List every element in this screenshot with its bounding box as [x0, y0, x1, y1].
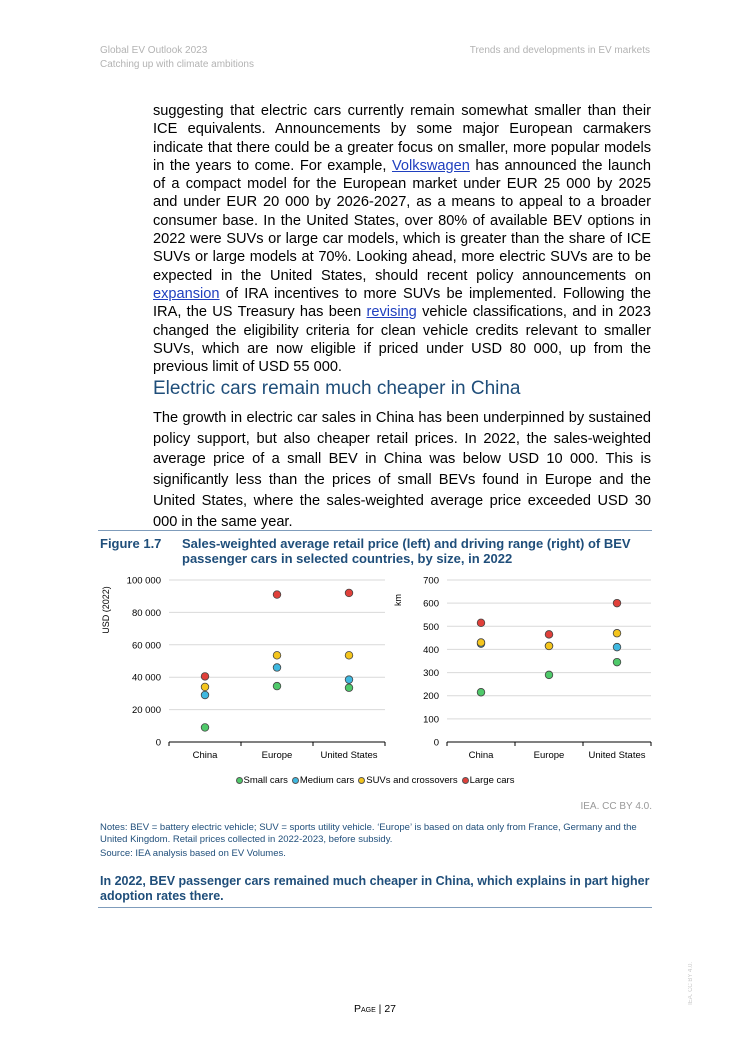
x-tick-label: United States [320, 750, 378, 761]
y-tick-label: 0 [155, 737, 161, 749]
section-heading: Electric cars remain much cheaper in China [153, 378, 521, 399]
y-tick-label: 20 000 [131, 705, 161, 717]
y-tick-label: 300 [423, 668, 439, 680]
legend-marker [292, 777, 299, 784]
data-point-suvs-and-crossovers [613, 629, 621, 637]
data-point-small-cars [477, 688, 485, 696]
link-revising[interactable]: revising [366, 304, 417, 321]
header-chapter: Trends and developments in EV markets [469, 45, 650, 56]
y-tick-label: 0 [433, 737, 439, 749]
report-title: Global EV Outlook 2023 [100, 45, 208, 56]
data-point-large-cars [613, 599, 621, 607]
legend-item [358, 775, 457, 786]
paragraph-vehicle-size [153, 102, 651, 376]
y-tick-label: 600 [423, 598, 439, 610]
y-tick-label: 500 [423, 621, 439, 633]
data-point-medium-cars [201, 691, 209, 699]
y-tick-label: 100 [423, 714, 439, 726]
x-tick-label: China [468, 750, 494, 761]
figure-bottom-rule [98, 907, 652, 908]
chart-legend [98, 775, 652, 787]
data-point-large-cars [345, 589, 353, 597]
y-tick-label: 400 [423, 644, 439, 656]
y-tick-label: 80 000 [131, 607, 161, 619]
paragraph-text: has announced the launch of a compact model for the European market under EUR 25 000 by 2025 and under EUR 20 000 by 2026-2027, as a means to appeal to a broader consumer base. In the United States, over 80% of available BEV options in 2022 were SUVs or large car models, which is greater than the share of ICE SUVs or large models at 70%. Looking ahead, more electric SUVs are to be expected in the United States, should recent policy announcements on [153, 157, 651, 284]
figure-notes: Notes: BEV = battery electric vehicle; SUV = sports utility vehicle. ‘Europe’ is based on data only from France, Germany and the United Kingdom. Retail prices collected in 2022-2023, before subsidy. [100, 822, 637, 845]
figure-title: Sales-weighted average retail price (left) and driving range (right) of BEV passenger cars in selected countries, by size, in 2022 [182, 536, 631, 566]
x-tick-label: Europe [261, 750, 293, 761]
data-point-large-cars [545, 631, 553, 639]
data-point-suvs-and-crossovers [201, 683, 209, 691]
y-tick-label: 60 000 [131, 640, 161, 652]
figure-credit: IEA. CC BY 4.0. [580, 801, 652, 812]
paragraph-text: vehicle classifications, and in 2023 changed the eligibility criteria for clean vehicle credits relevant to smaller SUVs, which are now eligible if priced under USD 80 000, up from the previous limit of USD 55 000. [153, 304, 651, 376]
data-point-suvs-and-crossovers [545, 642, 553, 650]
legend-marker [358, 777, 365, 784]
legend-item [236, 775, 288, 786]
data-point-small-cars [613, 658, 621, 666]
side-credit: IEA. CC BY 4.0. [688, 962, 694, 1005]
figure-takeaway: In 2022, BEV passenger cars remained much cheaper in China, which explains in part higher adoption rates there. [100, 874, 650, 903]
x-tick-label: China [192, 750, 218, 761]
legend-item [292, 775, 354, 786]
legend-label: Medium cars [299, 775, 355, 786]
paragraph-text: suggesting that electric cars currently remain somewhat smaller than their ICE equivalents. Announcements by some major European carmakers indicate that there could be a greater focus on smaller, more popular models in the years to come. For example, [153, 103, 651, 174]
legend-item [462, 775, 515, 786]
legend-marker [462, 777, 469, 784]
data-point-large-cars [273, 591, 281, 599]
data-point-large-cars [477, 619, 485, 627]
y-tick-label: 40 000 [131, 672, 161, 684]
x-tick-label: United States [588, 750, 646, 761]
figure-chart [95, 570, 655, 770]
data-point-suvs-and-crossovers [345, 652, 353, 660]
figure-label: Figure 1.7 [100, 536, 162, 551]
y-axis-label: USD (2022) [101, 586, 111, 634]
legend-label: Large cars [469, 775, 515, 786]
data-point-medium-cars [345, 676, 353, 684]
legend-label: Small cars [243, 775, 288, 786]
paragraph-china-prices: The growth in electric car sales in China has been underpinned by sustained policy support, but also cheaper retail prices. In 2022, the sales-weighted average price of a small BEV in China was below USD 10 000. This is significantly less than the prices of small BEVs found in Europe and the United States, where the sales-weighted average price exceeded USD 30 000 in the same year. [153, 410, 651, 530]
y-axis-label: km [393, 594, 403, 606]
link-volkswagen[interactable]: Volkswagen [391, 157, 470, 174]
data-point-medium-cars [273, 664, 281, 672]
x-tick-label: Europe [533, 750, 565, 761]
link-expansion[interactable]: expansion [153, 285, 220, 302]
header-left [100, 44, 254, 72]
data-point-suvs-and-crossovers [273, 652, 281, 660]
y-tick-label: 700 [423, 575, 439, 587]
page-number: Page | 27 [353, 1003, 397, 1015]
data-point-suvs-and-crossovers [477, 639, 485, 647]
y-tick-label: 200 [423, 691, 439, 703]
legend-marker [236, 777, 243, 784]
figure-source: Source: IEA analysis based on EV Volumes. [100, 848, 286, 859]
data-point-small-cars [201, 724, 209, 732]
y-tick-label: 100 000 [126, 575, 161, 587]
data-point-small-cars [345, 684, 353, 692]
data-point-large-cars [201, 673, 209, 681]
data-point-medium-cars [613, 643, 621, 651]
data-point-small-cars [273, 682, 281, 690]
data-point-small-cars [545, 671, 553, 679]
figure-top-rule [98, 530, 652, 531]
paragraph-text: of IRA incentives to more SUVs be implemented. Following the IRA, the US Treasury has been [153, 285, 651, 321]
legend-label: SUVs and crossovers [366, 775, 458, 786]
report-subtitle: Catching up with climate ambitions [100, 59, 254, 70]
